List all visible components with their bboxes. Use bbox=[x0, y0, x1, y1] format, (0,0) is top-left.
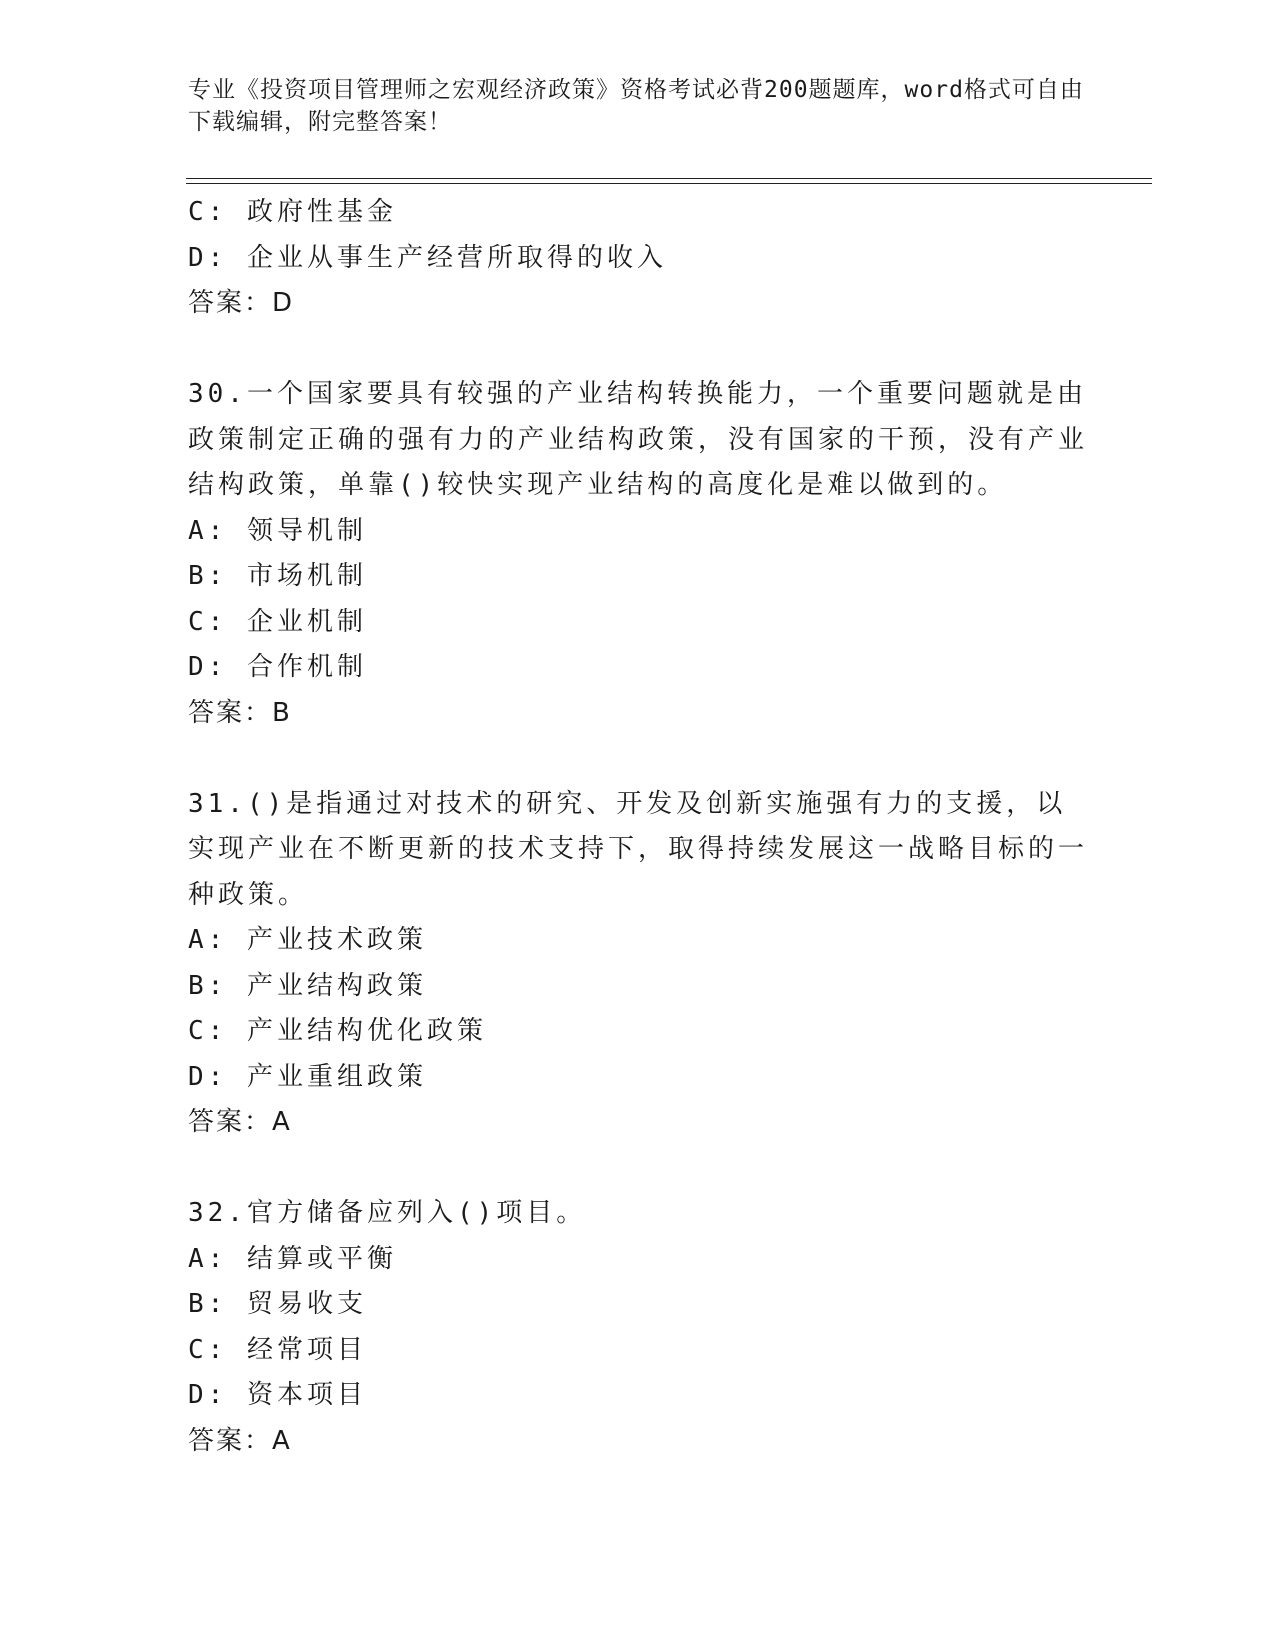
question-30-option-a: A: 领导机制 bbox=[188, 515, 367, 546]
question-32-option-c: C: 经常项目 bbox=[188, 1334, 367, 1365]
question-31-option-b: B: 产业结构政策 bbox=[188, 970, 427, 1001]
question-32-answer: 答案：A bbox=[188, 1425, 292, 1456]
question-30-option-d: D: 合作机制 bbox=[188, 652, 367, 682]
question-32-text: 32.官方储备应列入()项目。 bbox=[188, 1198, 587, 1228]
spacer bbox=[188, 327, 1088, 373]
question-32-option-d: D: 资本项目 bbox=[188, 1380, 367, 1410]
document-header: 专业《投资项目管理师之宏观经济政策》资格考试必背200题题库，word格式可自由下载编辑，附完整答案！ bbox=[188, 77, 1084, 135]
question-31-answer: 答案：A bbox=[188, 1107, 292, 1137]
question-30-option-c: C: 企业机制 bbox=[188, 606, 367, 637]
question-32-option-b: B: 贸易收支 bbox=[188, 1289, 367, 1319]
question-30-option-b: B: 市场机制 bbox=[188, 561, 367, 591]
question-30-answer: 答案：B bbox=[188, 697, 292, 728]
question-list bbox=[188, 190, 1088, 1464]
header-rule-bottom bbox=[186, 183, 1152, 184]
option-d: D: 企业从事生产经营所取得的收入 bbox=[188, 242, 667, 273]
question-31-option-c: C: 产业结构优化政策 bbox=[188, 1016, 487, 1046]
question-30-text: 30.一个国家要具有较强的产业结构转换能力，一个重要问题就是由政策制定正确的强有力的产业结构政策，没有国家的干预，没有产业结构政策，单靠()较快实现产业结构的高度化是难以做到的。 bbox=[188, 379, 1089, 500]
spacer bbox=[188, 736, 1088, 782]
spacer bbox=[188, 1146, 1088, 1192]
question-31-option-d: D: 产业重组政策 bbox=[188, 1061, 427, 1092]
question-31-text: 31.()是指通过对技术的研究、开发及创新实施强有力的支援，以实现产业在不断更新的技术支持下，取得持续发展这一战略目标的一种政策。 bbox=[188, 788, 1089, 910]
question-32-option-a: A: 结算或平衡 bbox=[188, 1243, 397, 1274]
answer-line: 答案：D bbox=[188, 288, 295, 318]
question-31-option-a: A: 产业技术政策 bbox=[188, 925, 427, 955]
header-rule-top bbox=[186, 178, 1152, 179]
option-c: C: 政府性基金 bbox=[188, 197, 397, 227]
